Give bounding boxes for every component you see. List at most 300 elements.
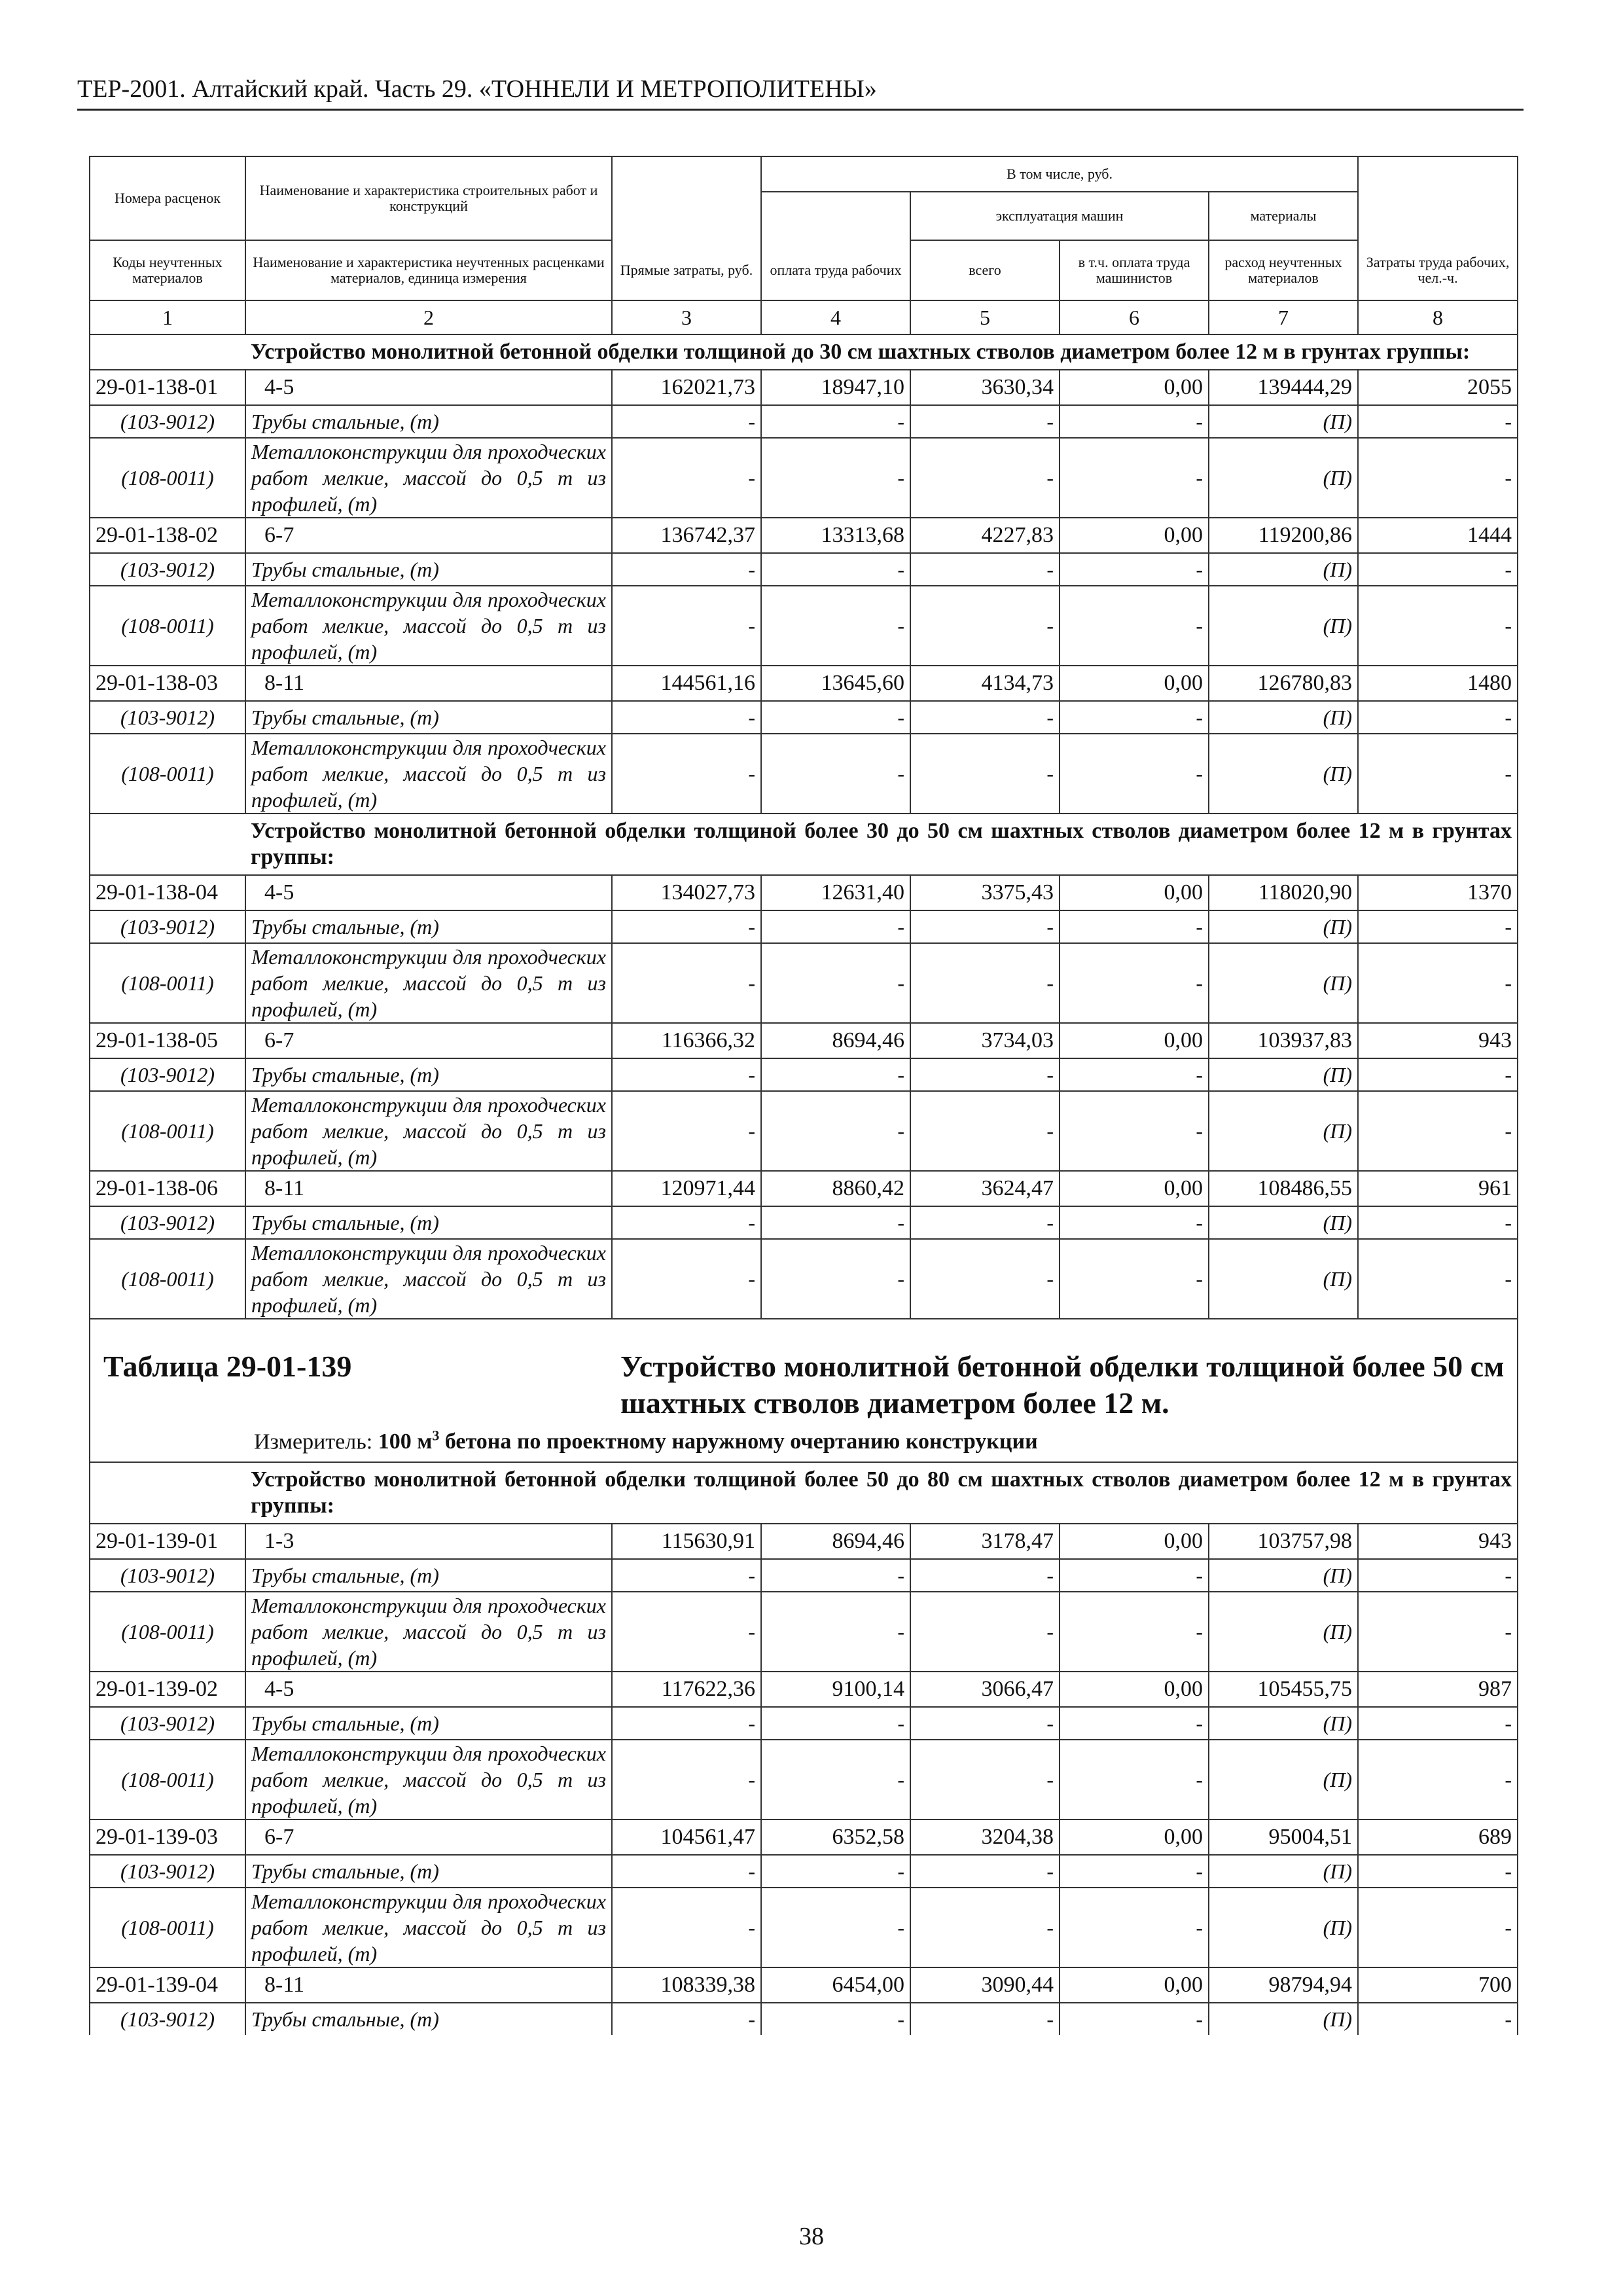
resource-material-mark: (П)	[1209, 943, 1358, 1023]
resource-dash: -	[1358, 438, 1518, 518]
rate-hours: 689	[1358, 1820, 1518, 1855]
rate-operators: 0,00	[1060, 666, 1209, 701]
header-labor-hours: Затраты труда рабочих, чел.-ч.	[1358, 240, 1518, 300]
rate-soil-group: 8-11	[245, 1171, 612, 1206]
rate-direct: 136742,37	[612, 518, 761, 553]
resource-dash: -	[761, 1707, 910, 1740]
rate-materials: 103757,98	[1209, 1524, 1358, 1559]
rate-materials: 118020,90	[1209, 875, 1358, 910]
resource-dash: -	[910, 1206, 1060, 1239]
resource-code: (108-0011)	[90, 586, 245, 666]
resource-row	[90, 734, 1518, 814]
rate-machines: 3066,47	[910, 1672, 1060, 1707]
resource-code: (108-0011)	[90, 943, 245, 1023]
resource-dash: -	[1060, 1559, 1209, 1592]
header-rate-numbers: Номера расценок	[90, 156, 245, 240]
resource-dash: -	[761, 553, 910, 586]
resource-dash: -	[612, 734, 761, 814]
resource-name: Металлоконструкции для проходческих работ мелкие, массой до 0,5 т из профилей, (т)	[245, 438, 612, 518]
resource-dash: -	[612, 438, 761, 518]
resource-dash: -	[1358, 1855, 1518, 1888]
rate-soil-group: 4-5	[245, 370, 612, 405]
section-title: Устройство монолитной бетонной обделки толщиной более 50 до 80 см шахтных стволов диаметром более 12 м в грунтах группы:	[245, 1462, 1518, 1524]
resource-dash: -	[910, 734, 1060, 814]
resource-dash: -	[1060, 734, 1209, 814]
rate-materials: 98794,94	[1209, 1967, 1358, 2003]
resource-material-mark: (П)	[1209, 701, 1358, 734]
column-number: 8	[1358, 300, 1518, 334]
resource-row	[90, 1206, 1518, 1239]
header-direct-costs: Прямые затраты, руб.	[612, 240, 761, 300]
resource-name: Металлоконструкции для проходческих работ мелкие, массой до 0,5 т из профилей, (т)	[245, 586, 612, 666]
resource-code: (108-0011)	[90, 1091, 245, 1171]
rate-row	[90, 370, 1518, 405]
resource-code: (103-9012)	[90, 1559, 245, 1592]
rate-materials: 105455,75	[1209, 1672, 1358, 1707]
resource-dash: -	[1060, 1592, 1209, 1672]
rate-row	[90, 1820, 1518, 1855]
resource-dash: -	[1358, 1239, 1518, 1319]
resource-name: Трубы стальные, (т)	[245, 2003, 612, 2035]
header-hours-blank	[1358, 192, 1518, 240]
column-number: 1	[90, 300, 245, 334]
table-139-caption-row	[90, 1319, 1518, 1462]
rate-direct: 104561,47	[612, 1820, 761, 1855]
resource-row	[90, 586, 1518, 666]
resource-dash: -	[761, 1559, 910, 1592]
rate-labor: 8694,46	[761, 1023, 910, 1058]
resource-dash: -	[612, 910, 761, 943]
resource-material-mark: (П)	[1209, 1091, 1358, 1171]
resource-dash: -	[612, 405, 761, 438]
rate-labor: 18947,10	[761, 370, 910, 405]
header-materials: материалы	[1209, 192, 1358, 240]
rate-soil-group: 6-7	[245, 1023, 612, 1058]
resource-row	[90, 1888, 1518, 1967]
rate-soil-group: 4-5	[245, 875, 612, 910]
resource-dash: -	[1358, 1740, 1518, 1820]
section-title: Устройство монолитной бетонной обделки толщиной более 30 до 50 см шахтных стволов диаметром более 12 м в грунтах группы:	[245, 814, 1518, 875]
resource-dash: -	[1060, 1239, 1209, 1319]
resource-dash: -	[1358, 2003, 1518, 2035]
rate-soil-group: 4-5	[245, 1672, 612, 1707]
resource-name: Трубы стальные, (т)	[245, 910, 612, 943]
column-number: 2	[245, 300, 612, 334]
header-unaccounted-materials: расход неучтенных материалов	[1209, 240, 1358, 300]
rate-direct: 117622,36	[612, 1672, 761, 1707]
resource-name: Трубы стальные, (т)	[245, 1855, 612, 1888]
rate-machines: 4227,83	[910, 518, 1060, 553]
measure-unit	[378, 1429, 1038, 1454]
resource-material-mark: (П)	[1209, 1239, 1358, 1319]
rate-code: 29-01-138-04	[90, 875, 245, 910]
resource-code: (103-9012)	[90, 553, 245, 586]
resource-dash: -	[1060, 701, 1209, 734]
resource-dash: -	[1358, 943, 1518, 1023]
rate-code: 29-01-139-03	[90, 1820, 245, 1855]
resource-code: (103-9012)	[90, 1058, 245, 1091]
resource-dash: -	[612, 1239, 761, 1319]
rate-machines: 3734,03	[910, 1023, 1060, 1058]
resource-dash: -	[1060, 2003, 1209, 2035]
resource-dash: -	[910, 701, 1060, 734]
resource-material-mark: (П)	[1209, 553, 1358, 586]
rate-operators: 0,00	[1060, 1672, 1209, 1707]
resource-dash: -	[761, 1058, 910, 1091]
resource-dash: -	[1358, 586, 1518, 666]
column-numbers-row	[90, 300, 1518, 334]
resource-row	[90, 1559, 1518, 1592]
column-number: 3	[612, 300, 761, 334]
rate-operators: 0,00	[1060, 370, 1209, 405]
page-number: 38	[799, 2223, 824, 2250]
resource-dash: -	[910, 943, 1060, 1023]
resource-code: (103-9012)	[90, 1855, 245, 1888]
resource-material-mark: (П)	[1209, 1592, 1358, 1672]
header-row-top	[90, 156, 1518, 192]
rate-operators: 0,00	[1060, 1524, 1209, 1559]
resource-code: (108-0011)	[90, 1740, 245, 1820]
resource-dash: -	[761, 1206, 910, 1239]
header-labor-pay: оплата труда рабочих	[761, 240, 910, 300]
resource-row	[90, 2003, 1518, 2035]
resource-row	[90, 1592, 1518, 1672]
rate-labor: 13645,60	[761, 666, 910, 701]
rate-materials: 95004,51	[1209, 1820, 1358, 1855]
resource-material-mark: (П)	[1209, 1707, 1358, 1740]
rate-hours: 2055	[1358, 370, 1518, 405]
table-139-caption	[90, 1319, 1518, 1462]
resource-dash: -	[1060, 1740, 1209, 1820]
rate-direct: 120971,44	[612, 1171, 761, 1206]
rate-row	[90, 1023, 1518, 1058]
resource-material-mark: (П)	[1209, 734, 1358, 814]
rate-hours: 1370	[1358, 875, 1518, 910]
resource-row	[90, 438, 1518, 518]
resource-dash: -	[1358, 553, 1518, 586]
rate-direct: 144561,16	[612, 666, 761, 701]
rate-code: 29-01-139-02	[90, 1672, 245, 1707]
resource-dash: -	[910, 1740, 1060, 1820]
resource-dash: -	[761, 734, 910, 814]
rate-hours: 943	[1358, 1023, 1518, 1058]
header-labor-blank	[761, 192, 910, 240]
resource-dash: -	[761, 1239, 910, 1319]
resource-dash: -	[1358, 1206, 1518, 1239]
resource-dash: -	[1358, 734, 1518, 814]
section-blank	[90, 814, 245, 875]
rate-machines: 3090,44	[910, 1967, 1060, 2003]
section-title: Устройство монолитной бетонной обделки толщиной до 30 см шахтных стволов диаметром более 12 м в грунтах группы:	[245, 334, 1518, 370]
resource-code: (108-0011)	[90, 1592, 245, 1672]
resource-dash: -	[1358, 701, 1518, 734]
resource-code: (108-0011)	[90, 734, 245, 814]
rate-materials: 108486,55	[1209, 1171, 1358, 1206]
rate-operators: 0,00	[1060, 518, 1209, 553]
resource-code: (103-9012)	[90, 405, 245, 438]
resource-dash: -	[1060, 910, 1209, 943]
header-work-name: Наименование и характеристика строительных работ и конструкций	[245, 156, 612, 240]
resource-material-mark: (П)	[1209, 1559, 1358, 1592]
resource-name: Металлоконструкции для проходческих работ мелкие, массой до 0,5 т из профилей, (т)	[245, 943, 612, 1023]
resource-row	[90, 1058, 1518, 1091]
resource-name: Трубы стальные, (т)	[245, 1058, 612, 1091]
rate-code: 29-01-139-01	[90, 1524, 245, 1559]
rate-labor: 8694,46	[761, 1524, 910, 1559]
rate-direct: 116366,32	[612, 1023, 761, 1058]
resource-dash: -	[1060, 553, 1209, 586]
rate-labor: 9100,14	[761, 1672, 910, 1707]
resource-dash: -	[612, 1206, 761, 1239]
rate-row	[90, 1171, 1518, 1206]
resource-row	[90, 910, 1518, 943]
measure-sup: 3	[432, 1427, 440, 1444]
measure-value: 100 м	[378, 1429, 433, 1454]
rate-labor: 6454,00	[761, 1967, 910, 2003]
section-blank	[90, 1462, 245, 1524]
rate-row	[90, 666, 1518, 701]
resource-dash: -	[1358, 1559, 1518, 1592]
column-number: 7	[1209, 300, 1358, 334]
section-title-row	[90, 334, 1518, 370]
column-number: 5	[910, 300, 1060, 334]
rate-code: 29-01-138-02	[90, 518, 245, 553]
rate-row	[90, 1967, 1518, 2003]
resource-dash: -	[612, 553, 761, 586]
resource-name: Металлоконструкции для проходческих работ мелкие, массой до 0,5 т из профилей, (т)	[245, 734, 612, 814]
resource-dash: -	[910, 586, 1060, 666]
resource-dash: -	[1060, 1707, 1209, 1740]
rate-direct: 115630,91	[612, 1524, 761, 1559]
rate-code: 29-01-138-01	[90, 370, 245, 405]
resource-dash: -	[612, 1707, 761, 1740]
resource-row	[90, 1239, 1518, 1319]
resource-dash: -	[761, 1091, 910, 1171]
resource-dash: -	[910, 1239, 1060, 1319]
resource-dash: -	[910, 1855, 1060, 1888]
rate-materials: 139444,29	[1209, 370, 1358, 405]
resource-dash: -	[910, 2003, 1060, 2035]
rate-labor: 12631,40	[761, 875, 910, 910]
resource-dash: -	[612, 586, 761, 666]
table-139-head	[90, 1348, 1517, 1422]
resource-material-mark: (П)	[1209, 1888, 1358, 1967]
resource-material-mark: (П)	[1209, 1740, 1358, 1820]
resource-dash: -	[761, 910, 910, 943]
resource-dash: -	[761, 943, 910, 1023]
table-139-name: Устройство монолитной бетонной обделки толщиной более 50 см шахтных стволов диаметром более 12 м.	[620, 1350, 1505, 1420]
rate-soil-group: 6-7	[245, 518, 612, 553]
header-material-codes: Коды неучтенных материалов	[90, 240, 245, 300]
resource-dash: -	[1060, 1058, 1209, 1091]
resource-dash: -	[1358, 910, 1518, 943]
rate-code: 29-01-138-03	[90, 666, 245, 701]
resource-dash: -	[1358, 405, 1518, 438]
rate-soil-group: 6-7	[245, 1820, 612, 1855]
rate-direct: 134027,73	[612, 875, 761, 910]
resource-dash: -	[612, 1888, 761, 1967]
rate-materials: 103937,83	[1209, 1023, 1358, 1058]
resource-dash: -	[761, 1888, 910, 1967]
rate-operators: 0,00	[1060, 1820, 1209, 1855]
resource-dash: -	[910, 910, 1060, 943]
rate-machines: 3624,47	[910, 1171, 1060, 1206]
resource-name: Трубы стальные, (т)	[245, 1707, 612, 1740]
column-number: 6	[1060, 300, 1209, 334]
resource-dash: -	[1358, 1091, 1518, 1171]
rate-labor: 6352,58	[761, 1820, 910, 1855]
resource-row	[90, 1707, 1518, 1740]
resource-dash: -	[1358, 1592, 1518, 1672]
resource-dash: -	[1060, 943, 1209, 1023]
header-operators-pay: в т.ч. оплата труда машинистов	[1060, 240, 1209, 300]
header-machines-total: всего	[910, 240, 1060, 300]
rate-labor: 13313,68	[761, 518, 910, 553]
resource-dash: -	[1060, 586, 1209, 666]
rate-hours: 943	[1358, 1524, 1518, 1559]
rate-materials: 119200,86	[1209, 518, 1358, 553]
resource-material-mark: (П)	[1209, 1058, 1358, 1091]
rate-hours: 700	[1358, 1967, 1518, 2003]
resource-dash: -	[1060, 1206, 1209, 1239]
resource-code: (103-9012)	[90, 910, 245, 943]
rate-row	[90, 518, 1518, 553]
resource-dash: -	[612, 2003, 761, 2035]
resource-material-mark: (П)	[1209, 1855, 1358, 1888]
resource-dash: -	[910, 1888, 1060, 1967]
resource-material-mark: (П)	[1209, 438, 1358, 518]
resource-dash: -	[612, 701, 761, 734]
resource-name: Металлоконструкции для проходческих работ мелкие, массой до 0,5 т из профилей, (т)	[245, 1888, 612, 1967]
rate-soil-group: 8-11	[245, 666, 612, 701]
resource-dash: -	[910, 1592, 1060, 1672]
rate-machines: 3375,43	[910, 875, 1060, 910]
rate-row	[90, 875, 1518, 910]
resource-name: Трубы стальные, (т)	[245, 553, 612, 586]
rate-code: 29-01-138-06	[90, 1171, 245, 1206]
resource-dash: -	[1060, 1888, 1209, 1967]
resource-row	[90, 701, 1518, 734]
rate-operators: 0,00	[1060, 1967, 1209, 2003]
resource-dash: -	[1358, 1888, 1518, 1967]
resource-name: Металлоконструкции для проходческих работ мелкие, массой до 0,5 т из профилей, (т)	[245, 1740, 612, 1820]
resource-dash: -	[761, 2003, 910, 2035]
rate-hours: 961	[1358, 1171, 1518, 1206]
measure-prefix: Измеритель:	[254, 1429, 378, 1454]
resource-dash: -	[612, 1091, 761, 1171]
section-title-row	[90, 814, 1518, 875]
resource-code: (103-9012)	[90, 1206, 245, 1239]
rate-row	[90, 1524, 1518, 1559]
resource-dash: -	[910, 1091, 1060, 1171]
header-direct-blank	[612, 156, 761, 240]
rate-operators: 0,00	[1060, 1171, 1209, 1206]
rate-hours: 1444	[1358, 518, 1518, 553]
resource-dash: -	[910, 1058, 1060, 1091]
section-title-row	[90, 1462, 1518, 1524]
resource-dash: -	[761, 1855, 910, 1888]
header-row-low	[90, 240, 1518, 300]
resource-dash: -	[1060, 1855, 1209, 1888]
resource-dash: -	[1060, 405, 1209, 438]
rate-row	[90, 1672, 1518, 1707]
resource-dash: -	[910, 438, 1060, 518]
measure-rest: бетона по проектному наружному очертанию конструкции	[439, 1429, 1038, 1454]
resource-code: (108-0011)	[90, 1239, 245, 1319]
resource-name: Трубы стальные, (т)	[245, 405, 612, 438]
header-machines: эксплуатация машин	[910, 192, 1209, 240]
rate-operators: 0,00	[1060, 875, 1209, 910]
rate-labor: 8860,42	[761, 1171, 910, 1206]
resource-material-mark: (П)	[1209, 1206, 1358, 1239]
rate-operators: 0,00	[1060, 1023, 1209, 1058]
resource-dash: -	[612, 1855, 761, 1888]
resource-code: (108-0011)	[90, 1888, 245, 1967]
rate-code: 29-01-139-04	[90, 1967, 245, 2003]
resource-dash: -	[910, 1559, 1060, 1592]
resource-dash: -	[910, 553, 1060, 586]
resource-material-mark: (П)	[1209, 2003, 1358, 2035]
resource-code: (103-9012)	[90, 2003, 245, 2035]
resource-material-mark: (П)	[1209, 405, 1358, 438]
resource-dash: -	[761, 586, 910, 666]
resource-dash: -	[910, 1707, 1060, 1740]
resource-dash: -	[612, 943, 761, 1023]
resource-row	[90, 1855, 1518, 1888]
resource-name: Металлоконструкции для проходческих работ мелкие, массой до 0,5 т из профилей, (т)	[245, 1091, 612, 1171]
rate-machines: 3204,38	[910, 1820, 1060, 1855]
resource-code: (103-9012)	[90, 701, 245, 734]
resource-code: (108-0011)	[90, 438, 245, 518]
resource-dash: -	[612, 1592, 761, 1672]
rate-soil-group: 1-3	[245, 1524, 612, 1559]
rate-machines: 3178,47	[910, 1524, 1060, 1559]
rate-soil-group: 8-11	[245, 1967, 612, 2003]
rate-hours: 1480	[1358, 666, 1518, 701]
rate-code: 29-01-138-05	[90, 1023, 245, 1058]
rate-direct: 108339,38	[612, 1967, 761, 2003]
resource-name: Трубы стальные, (т)	[245, 1559, 612, 1592]
resource-material-mark: (П)	[1209, 910, 1358, 943]
table-139-label: Таблица 29-01-139	[103, 1350, 352, 1383]
resource-dash: -	[761, 1592, 910, 1672]
running-header: ТЕР-2001. Алтайский край. Часть 29. «ТОННЕЛИ И МЕТРОПОЛИТЕНЫ»	[77, 73, 1524, 111]
resource-dash: -	[612, 1740, 761, 1820]
resource-dash: -	[761, 438, 910, 518]
resource-row	[90, 1091, 1518, 1171]
table-139-measure	[90, 1422, 1517, 1459]
header-material-names: Наименование и характеристика неучтенных расценками материалов, единица измерения	[245, 240, 612, 300]
rate-machines: 4134,73	[910, 666, 1060, 701]
resource-dash: -	[1358, 1058, 1518, 1091]
resource-name: Металлоконструкции для проходческих работ мелкие, массой до 0,5 т из профилей, (т)	[245, 1239, 612, 1319]
resource-name: Металлоконструкции для проходческих работ мелкие, массой до 0,5 т из профилей, (т)	[245, 1592, 612, 1672]
resource-row	[90, 1740, 1518, 1820]
resource-name: Трубы стальные, (т)	[245, 1206, 612, 1239]
resource-dash: -	[1060, 1091, 1209, 1171]
rate-materials: 126780,83	[1209, 666, 1358, 701]
resource-row	[90, 943, 1518, 1023]
resource-dash: -	[1060, 438, 1209, 518]
resource-dash: -	[761, 1740, 910, 1820]
resource-dash: -	[761, 405, 910, 438]
resource-code: (103-9012)	[90, 1707, 245, 1740]
header-blank-2	[1358, 156, 1518, 192]
resource-dash: -	[910, 405, 1060, 438]
resource-name: Трубы стальные, (т)	[245, 701, 612, 734]
resource-material-mark: (П)	[1209, 586, 1358, 666]
resource-dash: -	[612, 1559, 761, 1592]
